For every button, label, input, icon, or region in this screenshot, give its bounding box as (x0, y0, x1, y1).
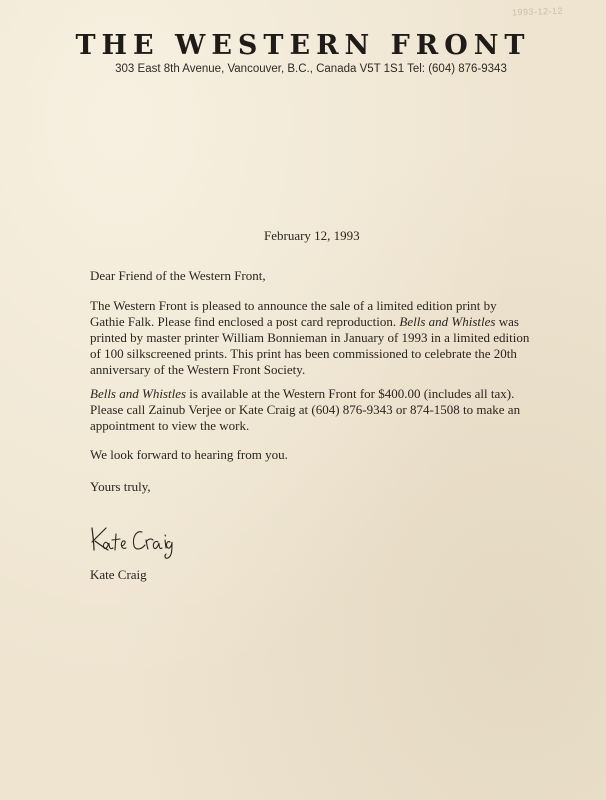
letter-salutation: Dear Friend of the Western Front, (90, 268, 266, 283)
paragraph-1-text-a: The Western Front is pleased to announce the sale of a limited edition print by Gathie Falk. Please find enclosed a post card reproduction. (90, 298, 497, 329)
letter-paragraph-2 (90, 386, 530, 434)
letter-date: February 12, 1993 (264, 228, 360, 243)
letter-paragraph-1 (90, 298, 530, 378)
archive-pencil-mark: 1993-12-12 (511, 5, 564, 18)
signature-icon (88, 520, 198, 562)
letter-closing: Yours truly, (90, 479, 151, 494)
paragraph-1-text-b: was printed by master printer William Bonnieman in January of 1993 in a limited edition of 100 silkscreened prints. This print has been commissioned to celebrate the 20th anniversary of the Western Front Society. (90, 314, 530, 377)
handwritten-signature (88, 520, 198, 567)
artwork-title: Bells and Whistles (90, 386, 187, 401)
letterhead-title: THE WESTERN FRONT (75, 30, 531, 61)
letterhead-address: 303 East 8th Avenue, Vancouver, B.C., Canada V5T 1S1 Tel: (604) 876-9343 (115, 63, 507, 75)
paragraph-2-text: is available at the Western Front for $400.00 (includes all tax). Please call Zainub Verjee or Kate Craig at (604) 876-9343 or 874-1508 to make an appointment to view the work. (90, 386, 521, 433)
artwork-title: Bells and Whistles (399, 314, 496, 329)
letter-paragraph-3: We look forward to hearing from you. (90, 447, 288, 462)
signer-name: Kate Craig (90, 567, 147, 582)
